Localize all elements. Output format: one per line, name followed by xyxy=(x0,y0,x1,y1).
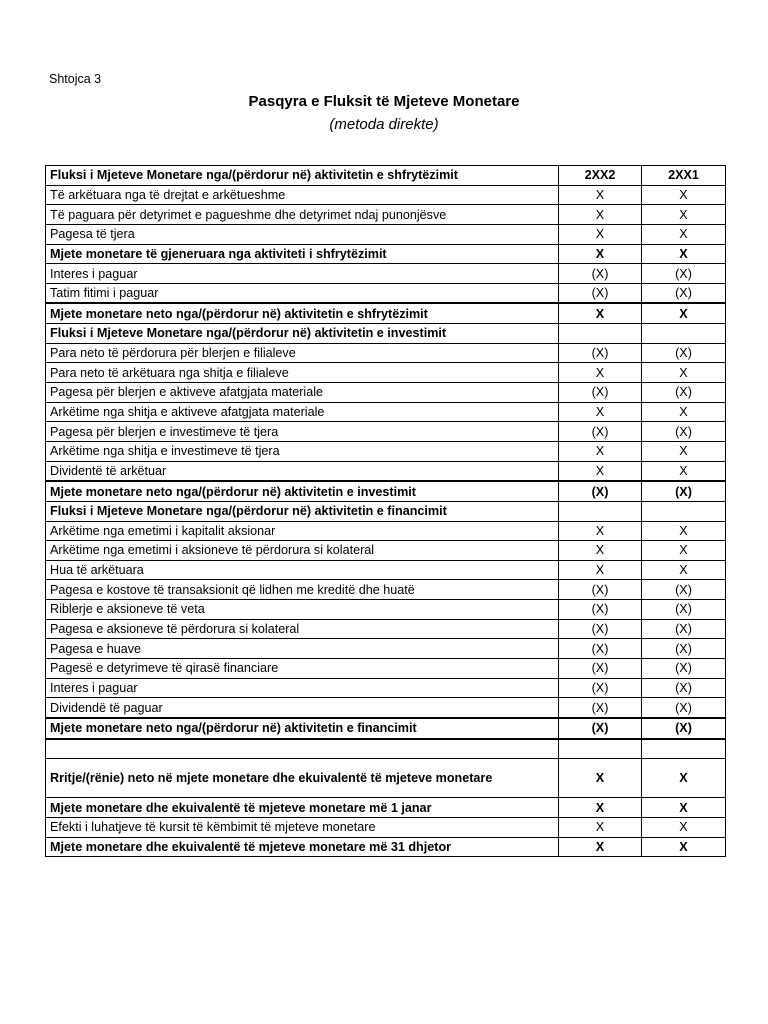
table-row xyxy=(46,363,726,383)
row-value-2xx2 xyxy=(559,739,642,759)
row-value-2xx2: X xyxy=(559,521,642,541)
table-row xyxy=(46,402,726,422)
row-value-2xx2: (X) xyxy=(559,343,642,363)
row-value-2xx2: (X) xyxy=(559,639,642,659)
row-value-2xx1: X xyxy=(642,205,726,225)
row-value-2xx1: (X) xyxy=(642,264,726,284)
row-value-2xx2 xyxy=(559,501,642,521)
row-value-2xx2: (X) xyxy=(559,422,642,442)
row-value-2xx1: (X) xyxy=(642,639,726,659)
table-row xyxy=(46,441,726,461)
row-value-2xx1: (X) xyxy=(642,659,726,679)
row-value-2xx2: X xyxy=(559,837,642,857)
table-row xyxy=(46,205,726,225)
row-value-2xx2: (X) xyxy=(559,383,642,403)
row-value-2xx2: (X) xyxy=(559,718,642,739)
row-value-2xx2: X xyxy=(559,560,642,580)
section-label: Fluksi i Mjeteve Monetare nga/(përdorur në) aktivitetin e investimit xyxy=(46,324,559,344)
row-value-2xx2: X xyxy=(559,759,642,798)
row-value-2xx1: X xyxy=(642,817,726,837)
table-row xyxy=(46,541,726,561)
row-label: Arkëtime nga shitja e aktiveve afatgjata materiale xyxy=(46,402,559,422)
row-label: Pagesa të tjera xyxy=(46,224,559,244)
row-label: Efekti i luhatjeve të kursit të këmbimit të mjeteve monetare xyxy=(46,817,559,837)
row-label: Pagesa për blerjen e investimeve të tjera xyxy=(46,422,559,442)
table-row xyxy=(46,283,726,303)
row-label: Arkëtime nga shitja e investimeve të tjera xyxy=(46,441,559,461)
header-year-2xx2: 2XX2 xyxy=(559,166,642,186)
row-label: Arkëtime nga emetimi i aksioneve të përdorura si kolateral xyxy=(46,541,559,561)
annex-label: Shtojca 3 xyxy=(49,72,102,86)
row-value-2xx1: X xyxy=(642,560,726,580)
row-value-2xx1: (X) xyxy=(642,580,726,600)
row-value-2xx2: (X) xyxy=(559,678,642,698)
row-label: Pagesa e kostove të transaksionit që lidhen me kreditë dhe huatë xyxy=(46,580,559,600)
row-value-2xx1 xyxy=(642,739,726,759)
row-value-2xx1: X xyxy=(642,461,726,481)
row-value-2xx2: (X) xyxy=(559,600,642,620)
header-year-2xx1: 2XX1 xyxy=(642,166,726,186)
table-row xyxy=(46,224,726,244)
table-row xyxy=(46,678,726,698)
row-value-2xx1: (X) xyxy=(642,718,726,739)
row-value-2xx2: (X) xyxy=(559,283,642,303)
page-subtitle: (metoda direkte) xyxy=(329,116,439,133)
section-header-row xyxy=(46,324,726,344)
empty-row xyxy=(46,739,726,759)
row-value-2xx2 xyxy=(559,324,642,344)
row-value-2xx1: X xyxy=(642,759,726,798)
row-value-2xx1: X xyxy=(642,837,726,857)
row-label: Pagesa për blerjen e aktiveve afatgjata materiale xyxy=(46,383,559,403)
table-row-net-change xyxy=(46,759,726,798)
table-row xyxy=(46,619,726,639)
table-row xyxy=(46,560,726,580)
row-value-2xx1: X xyxy=(642,541,726,561)
section-header-row xyxy=(46,501,726,521)
row-label: Të paguara për detyrimet e pagueshme dhe detyrimet ndaj punonjësve xyxy=(46,205,559,225)
table-row xyxy=(46,639,726,659)
cash-flow-table xyxy=(45,165,726,857)
row-value-2xx2: X xyxy=(559,244,642,264)
row-label: Pagesë e detyrimeve të qirasë financiare xyxy=(46,659,559,679)
row-value-2xx2: (X) xyxy=(559,481,642,501)
row-value-2xx1: (X) xyxy=(642,600,726,620)
row-value-2xx2: (X) xyxy=(559,659,642,679)
row-label: Të arkëtuara nga të drejtat e arkëtueshme xyxy=(46,185,559,205)
row-value-2xx1: X xyxy=(642,224,726,244)
row-value-2xx1: X xyxy=(642,363,726,383)
row-value-2xx2: (X) xyxy=(559,619,642,639)
row-label: Pagesa e huave xyxy=(46,639,559,659)
row-value-2xx2: X xyxy=(559,303,642,323)
row-label: Interes i paguar xyxy=(46,678,559,698)
row-value-2xx2: (X) xyxy=(559,698,642,718)
table-header-row xyxy=(46,166,726,186)
row-label: Interes i paguar xyxy=(46,264,559,284)
row-value-2xx2: X xyxy=(559,224,642,244)
row-value-2xx2: X xyxy=(559,461,642,481)
row-value-2xx2: (X) xyxy=(559,264,642,284)
row-value-2xx1: X xyxy=(642,244,726,264)
row-value-2xx1: (X) xyxy=(642,343,726,363)
row-label: Riblerje e aksioneve të veta xyxy=(46,600,559,620)
table-row xyxy=(46,580,726,600)
row-label xyxy=(46,739,559,759)
table-row xyxy=(46,343,726,363)
table-row xyxy=(46,698,726,718)
row-value-2xx1: (X) xyxy=(642,678,726,698)
row-value-2xx1 xyxy=(642,501,726,521)
table-row-subtotal xyxy=(46,244,726,264)
row-label: Mjete monetare neto nga/(përdorur në) aktivitetin e shfrytëzimit xyxy=(46,303,559,323)
row-value-2xx2: X xyxy=(559,541,642,561)
table-row xyxy=(46,817,726,837)
row-label: Mjete monetare dhe ekuivalentë të mjeteve monetare më 31 dhjetor xyxy=(46,837,559,857)
row-label: Dividentë të arkëtuar xyxy=(46,461,559,481)
row-value-2xx1: (X) xyxy=(642,481,726,501)
row-value-2xx1: (X) xyxy=(642,383,726,403)
row-value-2xx1 xyxy=(642,324,726,344)
row-value-2xx2: (X) xyxy=(559,580,642,600)
table-row-total xyxy=(46,718,726,739)
table-row xyxy=(46,383,726,403)
table-row-opening-balance xyxy=(46,798,726,818)
row-value-2xx1: X xyxy=(642,441,726,461)
row-value-2xx2: X xyxy=(559,817,642,837)
cash-flow-table-body xyxy=(46,166,726,857)
row-value-2xx2: X xyxy=(559,441,642,461)
row-value-2xx1: X xyxy=(642,798,726,818)
table-row xyxy=(46,185,726,205)
row-value-2xx1: X xyxy=(642,521,726,541)
table-row xyxy=(46,264,726,284)
row-label: Rritje/(rënie) neto në mjete monetare dhe ekuivalentë të mjeteve monetare xyxy=(46,759,559,798)
row-label: Mjete monetare neto nga/(përdorur në) aktivitetin e financimit xyxy=(46,718,559,739)
page-title: Pasqyra e Fluksit të Mjeteve Monetare xyxy=(248,93,520,110)
table-row xyxy=(46,521,726,541)
row-label: Para neto të përdorura për blerjen e filialeve xyxy=(46,343,559,363)
row-value-2xx1: X xyxy=(642,303,726,323)
row-value-2xx1: (X) xyxy=(642,619,726,639)
row-value-2xx2: X xyxy=(559,402,642,422)
row-value-2xx2: X xyxy=(559,185,642,205)
row-label: Hua të arkëtuara xyxy=(46,560,559,580)
row-value-2xx1: X xyxy=(642,185,726,205)
row-label: Para neto të arkëtuara nga shitja e filialeve xyxy=(46,363,559,383)
row-value-2xx2: X xyxy=(559,798,642,818)
row-label: Mjete monetare neto nga/(përdorur në) aktivitetin e investimit xyxy=(46,481,559,501)
table-row xyxy=(46,422,726,442)
table-row xyxy=(46,461,726,481)
table-row-closing-balance xyxy=(46,837,726,857)
table-row-total xyxy=(46,481,726,501)
row-label: Mjete monetare dhe ekuivalentë të mjeteve monetare më 1 janar xyxy=(46,798,559,818)
row-value-2xx1: X xyxy=(642,402,726,422)
row-value-2xx1: (X) xyxy=(642,283,726,303)
table-row xyxy=(46,659,726,679)
header-label: Fluksi i Mjeteve Monetare nga/(përdorur në) aktivitetin e shfrytëzimit xyxy=(46,166,559,186)
row-label: Arkëtime nga emetimi i kapitalit aksionar xyxy=(46,521,559,541)
row-label: Mjete monetare të gjeneruara nga aktiviteti i shfrytëzimit xyxy=(46,244,559,264)
table-row-total xyxy=(46,303,726,323)
row-value-2xx1: (X) xyxy=(642,698,726,718)
row-label: Tatim fitimi i paguar xyxy=(46,283,559,303)
row-label: Pagesa e aksioneve të përdorura si kolateral xyxy=(46,619,559,639)
row-value-2xx2: X xyxy=(559,363,642,383)
table-row xyxy=(46,600,726,620)
section-label: Fluksi i Mjeteve Monetare nga/(përdorur në) aktivitetin e financimit xyxy=(46,501,559,521)
row-value-2xx1: (X) xyxy=(642,422,726,442)
row-label: Dividendë të paguar xyxy=(46,698,559,718)
row-value-2xx2: X xyxy=(559,205,642,225)
